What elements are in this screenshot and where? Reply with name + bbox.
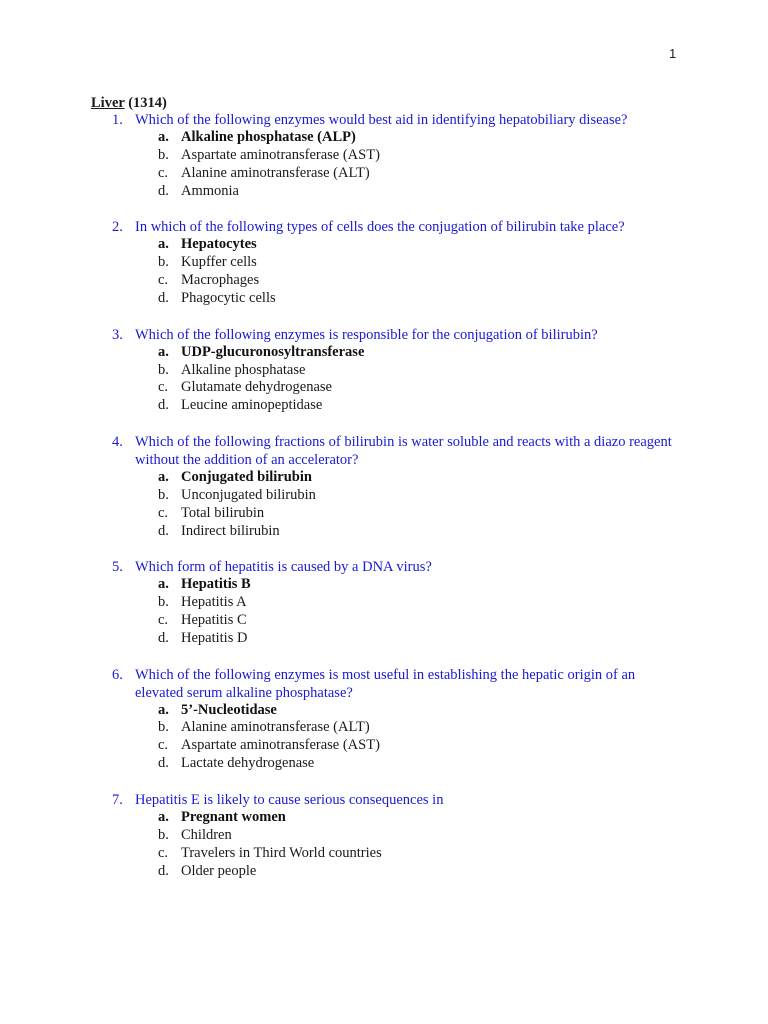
option (0, 290, 768, 308)
option-correct (0, 236, 768, 254)
option (0, 755, 768, 773)
option-text: 5’-Nucleotidase (181, 701, 277, 718)
option-letter: a. (158, 468, 169, 485)
option (0, 379, 768, 397)
question-stem (0, 111, 675, 129)
option-text: Leucine aminopeptidase (181, 397, 323, 414)
option-letter: c. (158, 844, 169, 861)
option-text: Lactate dehydrogenase (181, 755, 315, 772)
option-letter: c. (158, 379, 169, 396)
option (0, 147, 768, 165)
option-letter: c. (158, 612, 169, 629)
option-correct (0, 809, 768, 827)
option-letter: c. (158, 272, 169, 289)
option-letter: c. (158, 737, 169, 754)
question-text: Which of the following fractions of bilirubin is water soluble and reacts with a diazo reagent without the addition of an accelerator? (135, 433, 672, 468)
question-text: Which of the following enzymes is most useful in establishing the hepatic origin of an elevated serum alkaline phosphatase? (135, 666, 636, 701)
question-text: Hepatitis E is likely to cause serious consequences in (135, 791, 444, 808)
option-text: Alkaline phosphatase (181, 361, 306, 378)
option-list (0, 129, 768, 201)
question-text: Which of the following enzymes would best aid in identifying hepatobiliary disease? (135, 112, 628, 128)
option (0, 487, 768, 505)
option-list (0, 809, 768, 881)
option-text: Kupffer cells (181, 254, 257, 271)
option-text: Indirect bilirubin (181, 522, 280, 539)
option-letter: a. (158, 236, 169, 253)
option-text: Ammonia (181, 182, 239, 199)
question-5 (0, 558, 768, 648)
section-topic: Liver (91, 95, 125, 111)
option-text: UDP-glucuronosyltransferase (181, 343, 365, 360)
option (0, 397, 768, 415)
option (0, 272, 768, 290)
option (0, 737, 768, 755)
question-6 (0, 666, 768, 774)
option-text: Hepatitis D (181, 629, 248, 646)
option-correct (0, 702, 768, 720)
option-text: Hepatitis B (181, 576, 251, 593)
option (0, 863, 768, 881)
option-text: Macrophages (181, 272, 260, 289)
option-list (0, 344, 768, 416)
option-letter: a. (158, 129, 169, 145)
option-text: Alkaline phosphatase (ALP) (181, 129, 356, 145)
option-list (0, 576, 768, 648)
option-letter: b. (158, 826, 169, 843)
question-number: 2. (112, 219, 123, 236)
option-letter: d. (158, 629, 169, 646)
option (0, 254, 768, 272)
option-text: Hepatocytes (181, 236, 257, 253)
option-letter: b. (158, 146, 169, 163)
question-list (0, 111, 768, 898)
option-letter: a. (158, 701, 169, 718)
option-text: Pregnant women (181, 808, 286, 825)
question-text: In which of the following types of cells does the conjugation of bilirubin take place? (135, 219, 625, 236)
option (0, 612, 768, 630)
option-list (0, 236, 768, 308)
option-letter: d. (158, 182, 169, 199)
option (0, 183, 768, 201)
option-text: Aspartate aminotransferase (AST) (181, 737, 380, 754)
option (0, 827, 768, 845)
option-text: Travelers in Third World countries (181, 844, 382, 861)
question-stem (0, 666, 675, 702)
question-stem (0, 791, 675, 809)
option-text: Aspartate aminotransferase (AST) (181, 146, 380, 163)
option-letter: c. (158, 504, 169, 521)
option (0, 165, 768, 183)
option-text: Total bilirubin (181, 504, 265, 521)
question-stem (0, 558, 675, 576)
option-text: Alanine aminotransferase (ALT) (181, 164, 370, 181)
question-number: 3. (112, 326, 123, 343)
question-number: 5. (112, 559, 123, 576)
question-number: 7. (112, 791, 123, 808)
question-stem (0, 433, 675, 469)
option (0, 630, 768, 648)
question-text: Which of the following enzymes is responsible for the conjugation of bilirubin? (135, 326, 598, 343)
question-4 (0, 433, 768, 541)
option-letter: a. (158, 808, 169, 825)
option-correct (0, 129, 768, 147)
option-text: Phagocytic cells (181, 290, 276, 307)
question-text: Which form of hepatitis is caused by a DNA virus? (135, 559, 432, 576)
option-text: Unconjugated bilirubin (181, 486, 316, 503)
option-correct (0, 576, 768, 594)
option-letter: d. (158, 290, 169, 307)
option-correct (0, 469, 768, 487)
option-text: Conjugated bilirubin (181, 468, 312, 485)
option-letter: d. (158, 755, 169, 772)
option-letter: b. (158, 719, 169, 736)
section-heading (91, 94, 167, 112)
question-7 (0, 791, 768, 881)
option-letter: b. (158, 594, 169, 611)
question-number: 6. (112, 666, 123, 683)
option-list (0, 469, 768, 541)
option-letter: a. (158, 343, 169, 360)
option-letter: d. (158, 397, 169, 414)
option-list (0, 702, 768, 774)
option-letter: d. (158, 862, 169, 879)
option-letter: b. (158, 361, 169, 378)
question-3 (0, 326, 768, 416)
option-letter: b. (158, 254, 169, 271)
option-letter: b. (158, 486, 169, 503)
option-text: Hepatitis C (181, 612, 247, 629)
option-text: Children (181, 826, 232, 843)
question-1 (0, 111, 768, 201)
option-text: Glutamate dehydrogenase (181, 379, 332, 396)
question-number: 1. (112, 112, 123, 128)
option (0, 594, 768, 612)
section-count: (1314) (124, 95, 167, 111)
page-number: 1 (669, 46, 677, 61)
option (0, 362, 768, 380)
option-correct (0, 344, 768, 362)
question-stem (0, 218, 675, 236)
option-text: Alanine aminotransferase (ALT) (181, 719, 370, 736)
option-letter: d. (158, 522, 169, 539)
option (0, 523, 768, 541)
option (0, 505, 768, 523)
question-number: 4. (112, 433, 123, 450)
option (0, 845, 768, 863)
option-text: Hepatitis A (181, 594, 247, 611)
option-letter: a. (158, 576, 169, 593)
option-letter: c. (158, 164, 169, 181)
option (0, 719, 768, 737)
question-stem (0, 326, 675, 344)
question-2 (0, 218, 768, 308)
option-text: Older people (181, 862, 257, 879)
